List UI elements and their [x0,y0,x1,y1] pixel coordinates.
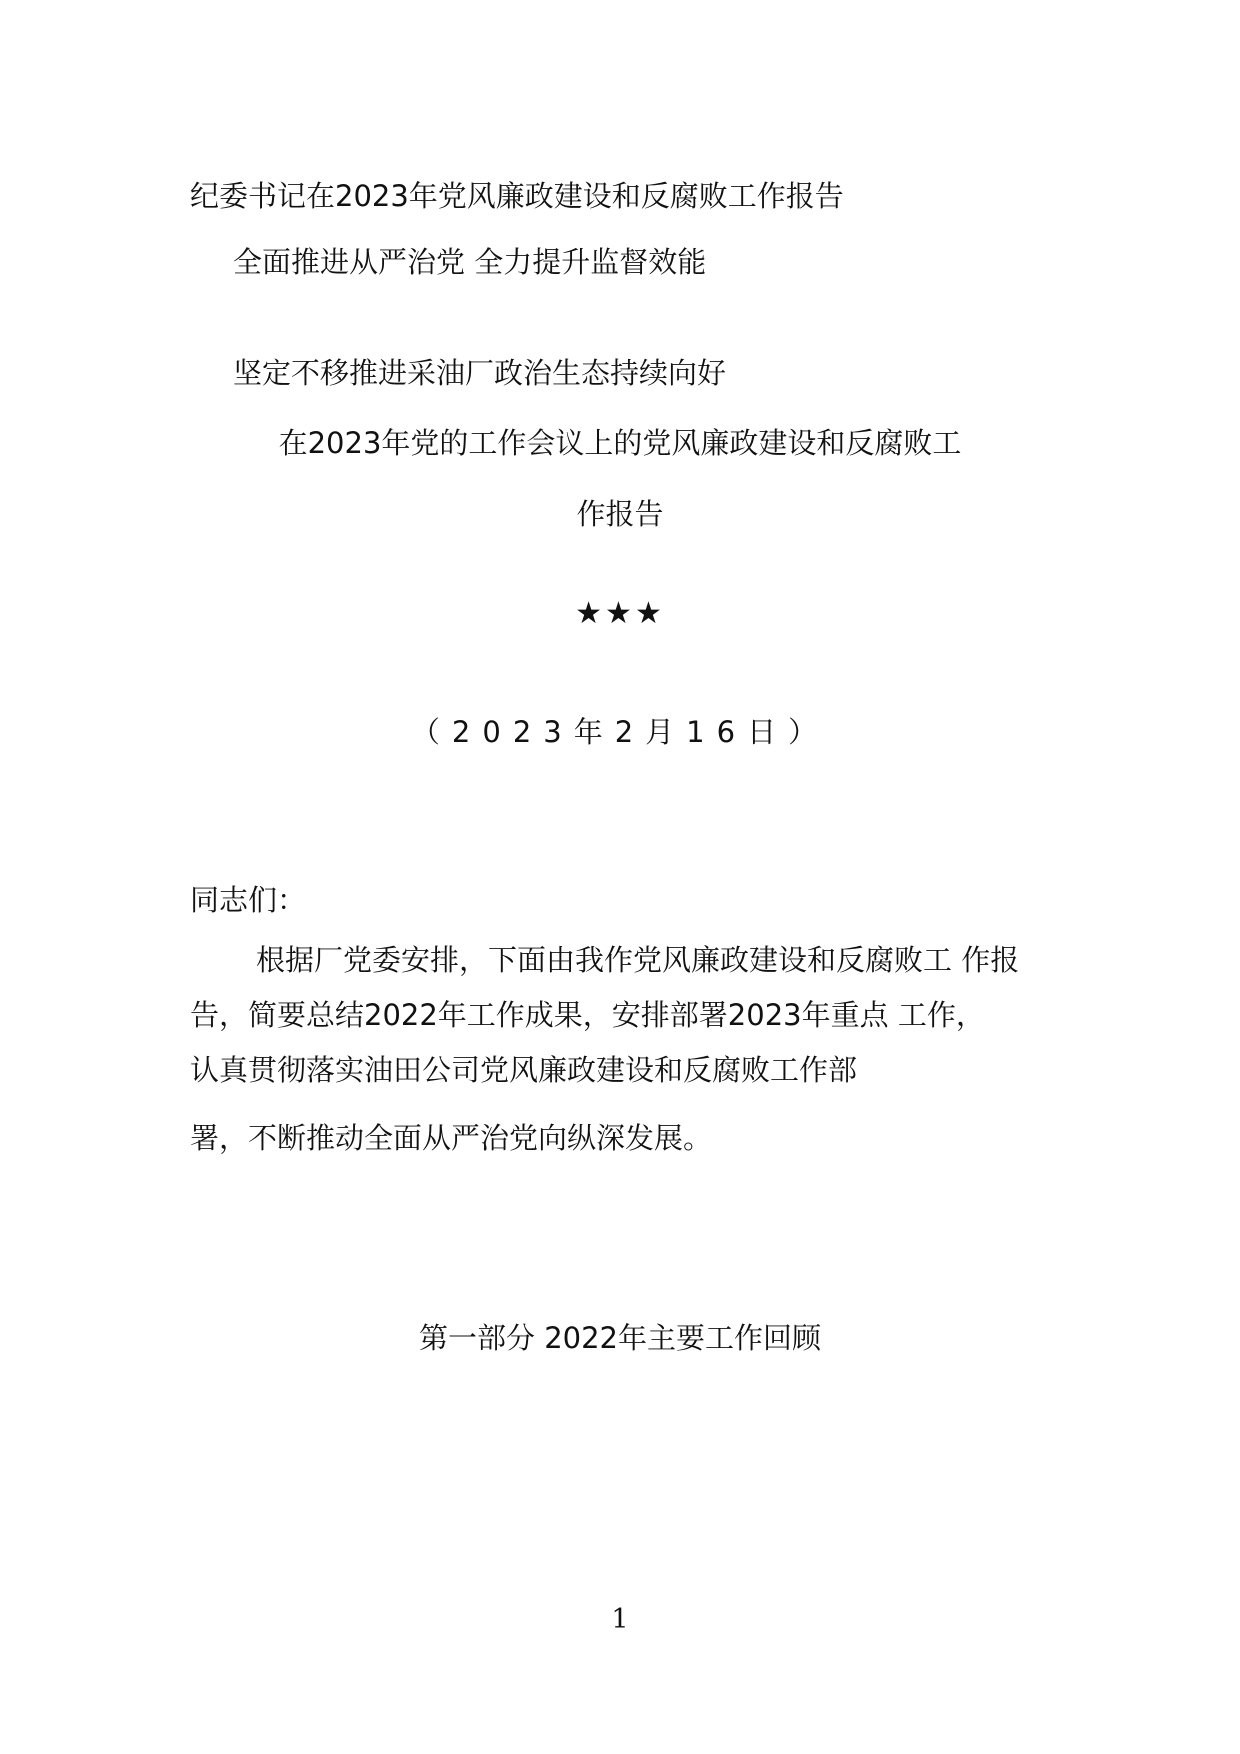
greeting: 同志们： [190,883,307,917]
report-title-line-2: 作报告 [576,497,664,531]
paragraph-line-1: 根据厂党委安排，下面由我作党风廉政建设和反腐败工 作报 [256,943,1020,977]
star-separator: ★★★ [575,596,665,631]
document-title: 纪委书记在2023年党风廉政建设和反腐败工作报告 [190,179,844,213]
subtitle-line-1: 全面推进从严治党 全力提升监督效能 [233,245,707,279]
report-title-line-1: 在2023年党的工作会议上的党风廉政建设和反腐败工 [278,426,962,460]
subtitle-line-2: 坚定不移推进采油厂政治生态持续向好 [233,356,727,390]
paragraph-line-2: 告，简要总结2022年工作成果，安排部署2023年重点 工作， [190,998,985,1032]
report-date: （2023年2月16日） [410,715,830,749]
page-number: 1 [611,1604,629,1635]
paragraph-line-3: 认真贯彻落实油田公司党风廉政建设和反腐败工作部 [190,1053,858,1087]
paragraph-line-4: 署，不断推动全面从严治党向纵深发展。 [190,1121,713,1155]
section-heading: 第一部分 2022年主要工作回顾 [418,1321,822,1355]
